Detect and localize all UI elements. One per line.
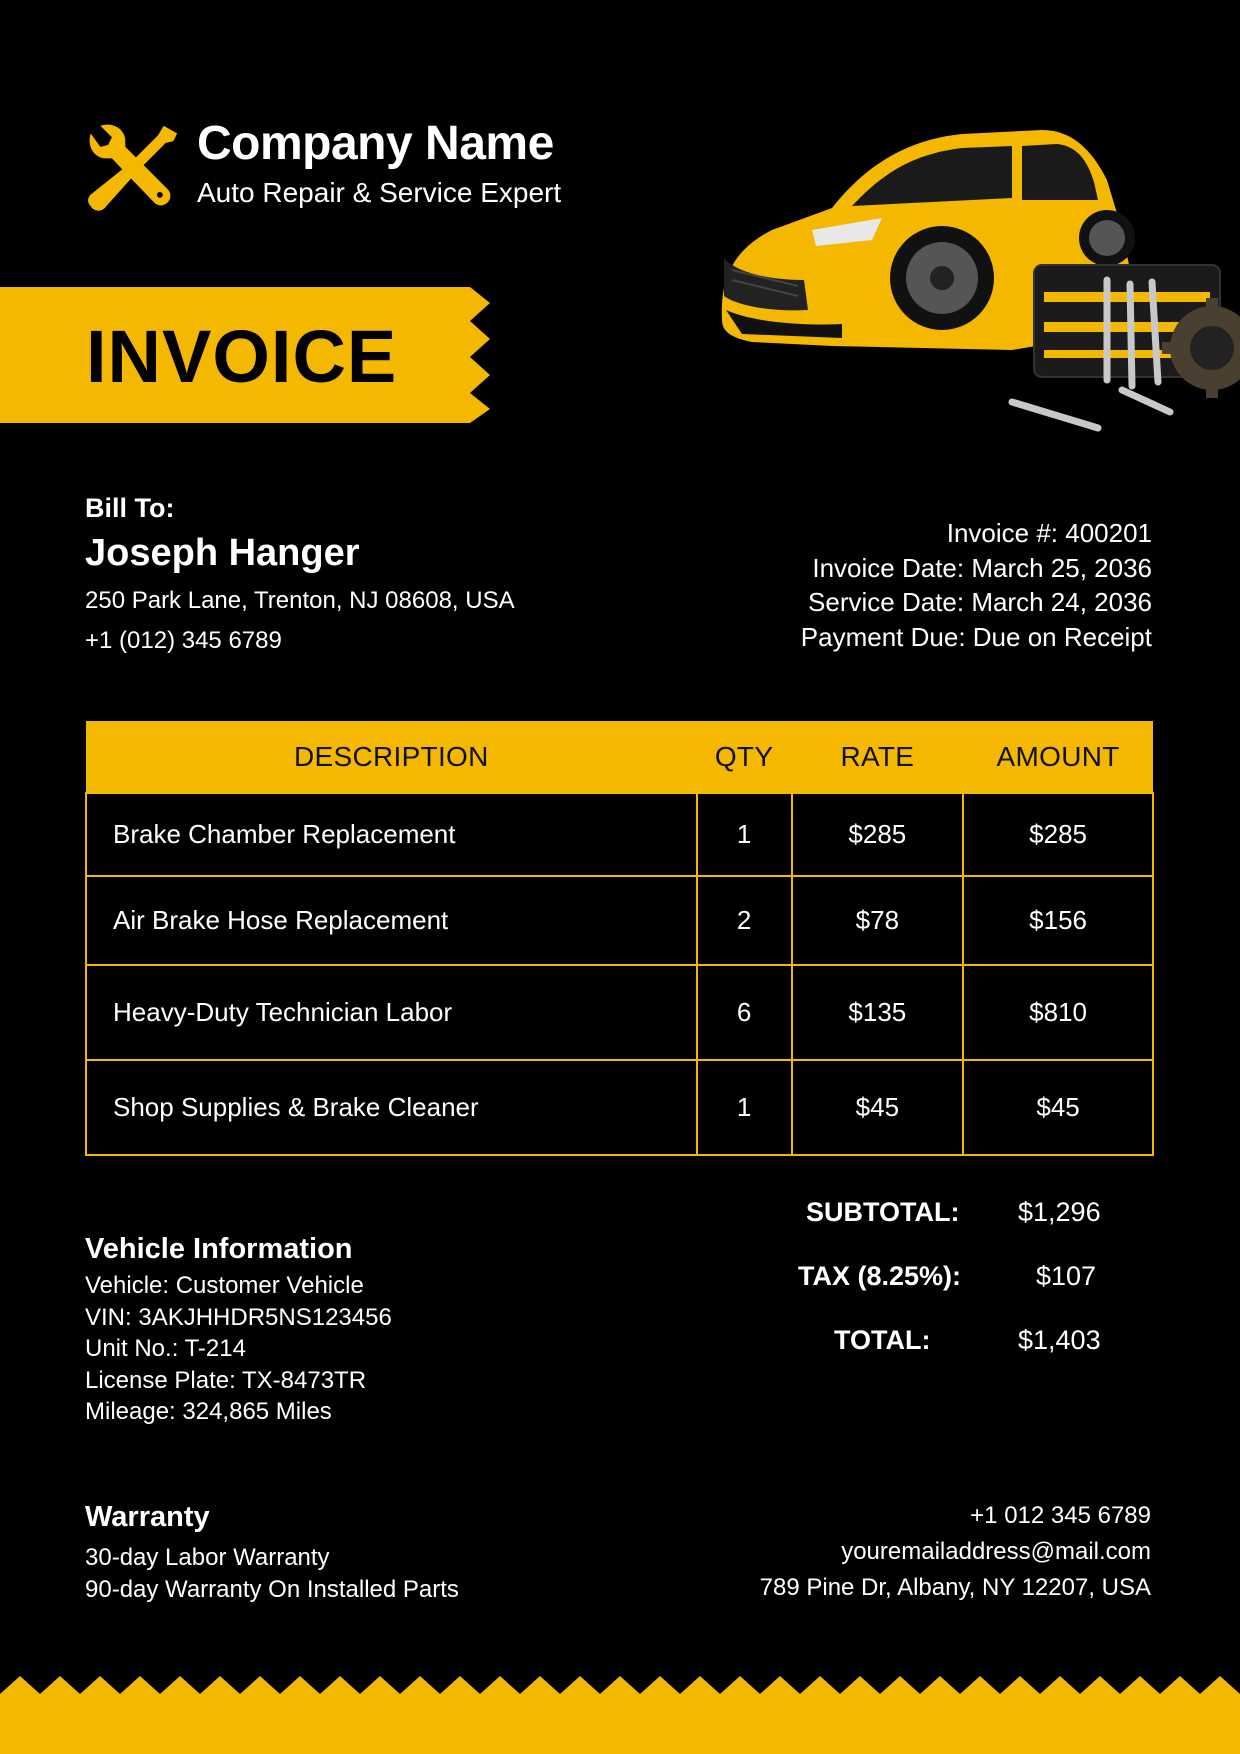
item-description: Heavy-Duty Technician Labor <box>86 965 697 1060</box>
footer-zigzag-border <box>0 1666 1240 1754</box>
vehicle-vin: VIN: 3AKJHHDR5NS123456 <box>85 1303 392 1331</box>
item-amount: $810 <box>963 965 1153 1060</box>
total-value: $1,403 <box>1018 1325 1101 1355</box>
item-description: Shop Supplies & Brake Cleaner <box>86 1060 697 1155</box>
contact-address: 789 Pine Dr, Albany, NY 12207, USA <box>759 1574 1151 1601</box>
customer-address: 250 Park Lane, Trenton, NJ 08608, USA <box>85 587 515 614</box>
vehicle-mileage: Mileage: 324,865 Miles <box>85 1398 332 1425</box>
column-header-rate: RATE <box>792 721 964 793</box>
total-label: TOTAL: <box>834 1325 931 1355</box>
vehicle-info-section <box>85 1232 392 1428</box>
car-and-toolbox-illustration <box>712 120 1240 440</box>
vehicle-unit-number: Unit No.: T-214 <box>85 1335 246 1362</box>
total-row <box>770 1324 1110 1388</box>
company-contact <box>760 1498 1151 1606</box>
item-amount: $156 <box>963 876 1153 965</box>
warranty-heading: Warranty <box>85 1501 210 1533</box>
company-name: Company Name <box>197 117 554 170</box>
invoice-banner <box>0 287 490 423</box>
vehicle-info-heading: Vehicle Information <box>85 1233 353 1265</box>
totals-section <box>770 1196 1110 1388</box>
table-row <box>86 793 1153 876</box>
item-description: Air Brake Hose Replacement <box>86 876 697 965</box>
vehicle-license-plate: License Plate: TX-8473TR <box>85 1366 367 1394</box>
vehicle-name: Vehicle: Customer Vehicle <box>85 1272 364 1299</box>
item-qty: 1 <box>697 1060 792 1155</box>
column-header-amount: AMOUNT <box>963 721 1153 793</box>
company-tagline: Auto Repair & Service Expert <box>197 177 562 208</box>
customer-phone: +1 (012) 345 6789 <box>85 627 282 654</box>
contact-email: youremailaddress@mail.com <box>841 1538 1151 1565</box>
payment-due: Payment Due: Due on Receipt <box>800 621 1152 652</box>
item-qty: 1 <box>697 793 792 876</box>
subtotal-value: $1,296 <box>1018 1197 1101 1227</box>
item-rate: $78 <box>792 876 964 965</box>
item-amount: $45 <box>963 1060 1153 1155</box>
line-items-table <box>85 721 1154 1156</box>
contact-phone: +1 012 345 6789 <box>970 1502 1151 1529</box>
item-qty: 6 <box>697 965 792 1060</box>
warranty-parts: 90-day Warranty On Installed Parts <box>85 1575 459 1603</box>
tax-value: $107 <box>1036 1261 1097 1291</box>
bill-to-section <box>85 492 515 656</box>
invoice-date: Invoice Date: March 25, 2036 <box>812 552 1152 583</box>
brand-header <box>85 118 561 216</box>
table-header-row <box>86 721 1153 793</box>
item-rate: $45 <box>792 1060 964 1155</box>
service-date: Service Date: March 24, 2036 <box>808 587 1152 617</box>
table-row <box>86 965 1153 1060</box>
subtotal-label: SUBTOTAL: <box>806 1197 960 1227</box>
column-header-qty: QTY <box>697 721 792 793</box>
bill-to-label: Bill To: <box>85 493 175 523</box>
item-description: Brake Chamber Replacement <box>86 793 697 876</box>
column-header-description: DESCRIPTION <box>86 721 697 793</box>
invoice-title: INVOICE <box>86 315 398 398</box>
warranty-section <box>85 1500 459 1605</box>
item-rate: $135 <box>792 965 964 1060</box>
item-rate: $285 <box>792 793 964 876</box>
invoice-number: Invoice #: 400201 <box>946 518 1152 548</box>
tax-row <box>770 1260 1110 1324</box>
subtotal-row <box>770 1196 1110 1260</box>
item-qty: 2 <box>697 876 792 965</box>
table-row <box>86 1060 1153 1155</box>
item-amount: $285 <box>963 793 1153 876</box>
invoice-meta <box>801 516 1152 654</box>
wrench-screwdriver-icon <box>85 120 181 216</box>
warranty-labor: 30-day Labor Warranty <box>85 1544 330 1571</box>
customer-name: Joseph Hanger <box>85 532 360 574</box>
table-row <box>86 876 1153 965</box>
tax-label: TAX (8.25%): <box>798 1261 962 1291</box>
